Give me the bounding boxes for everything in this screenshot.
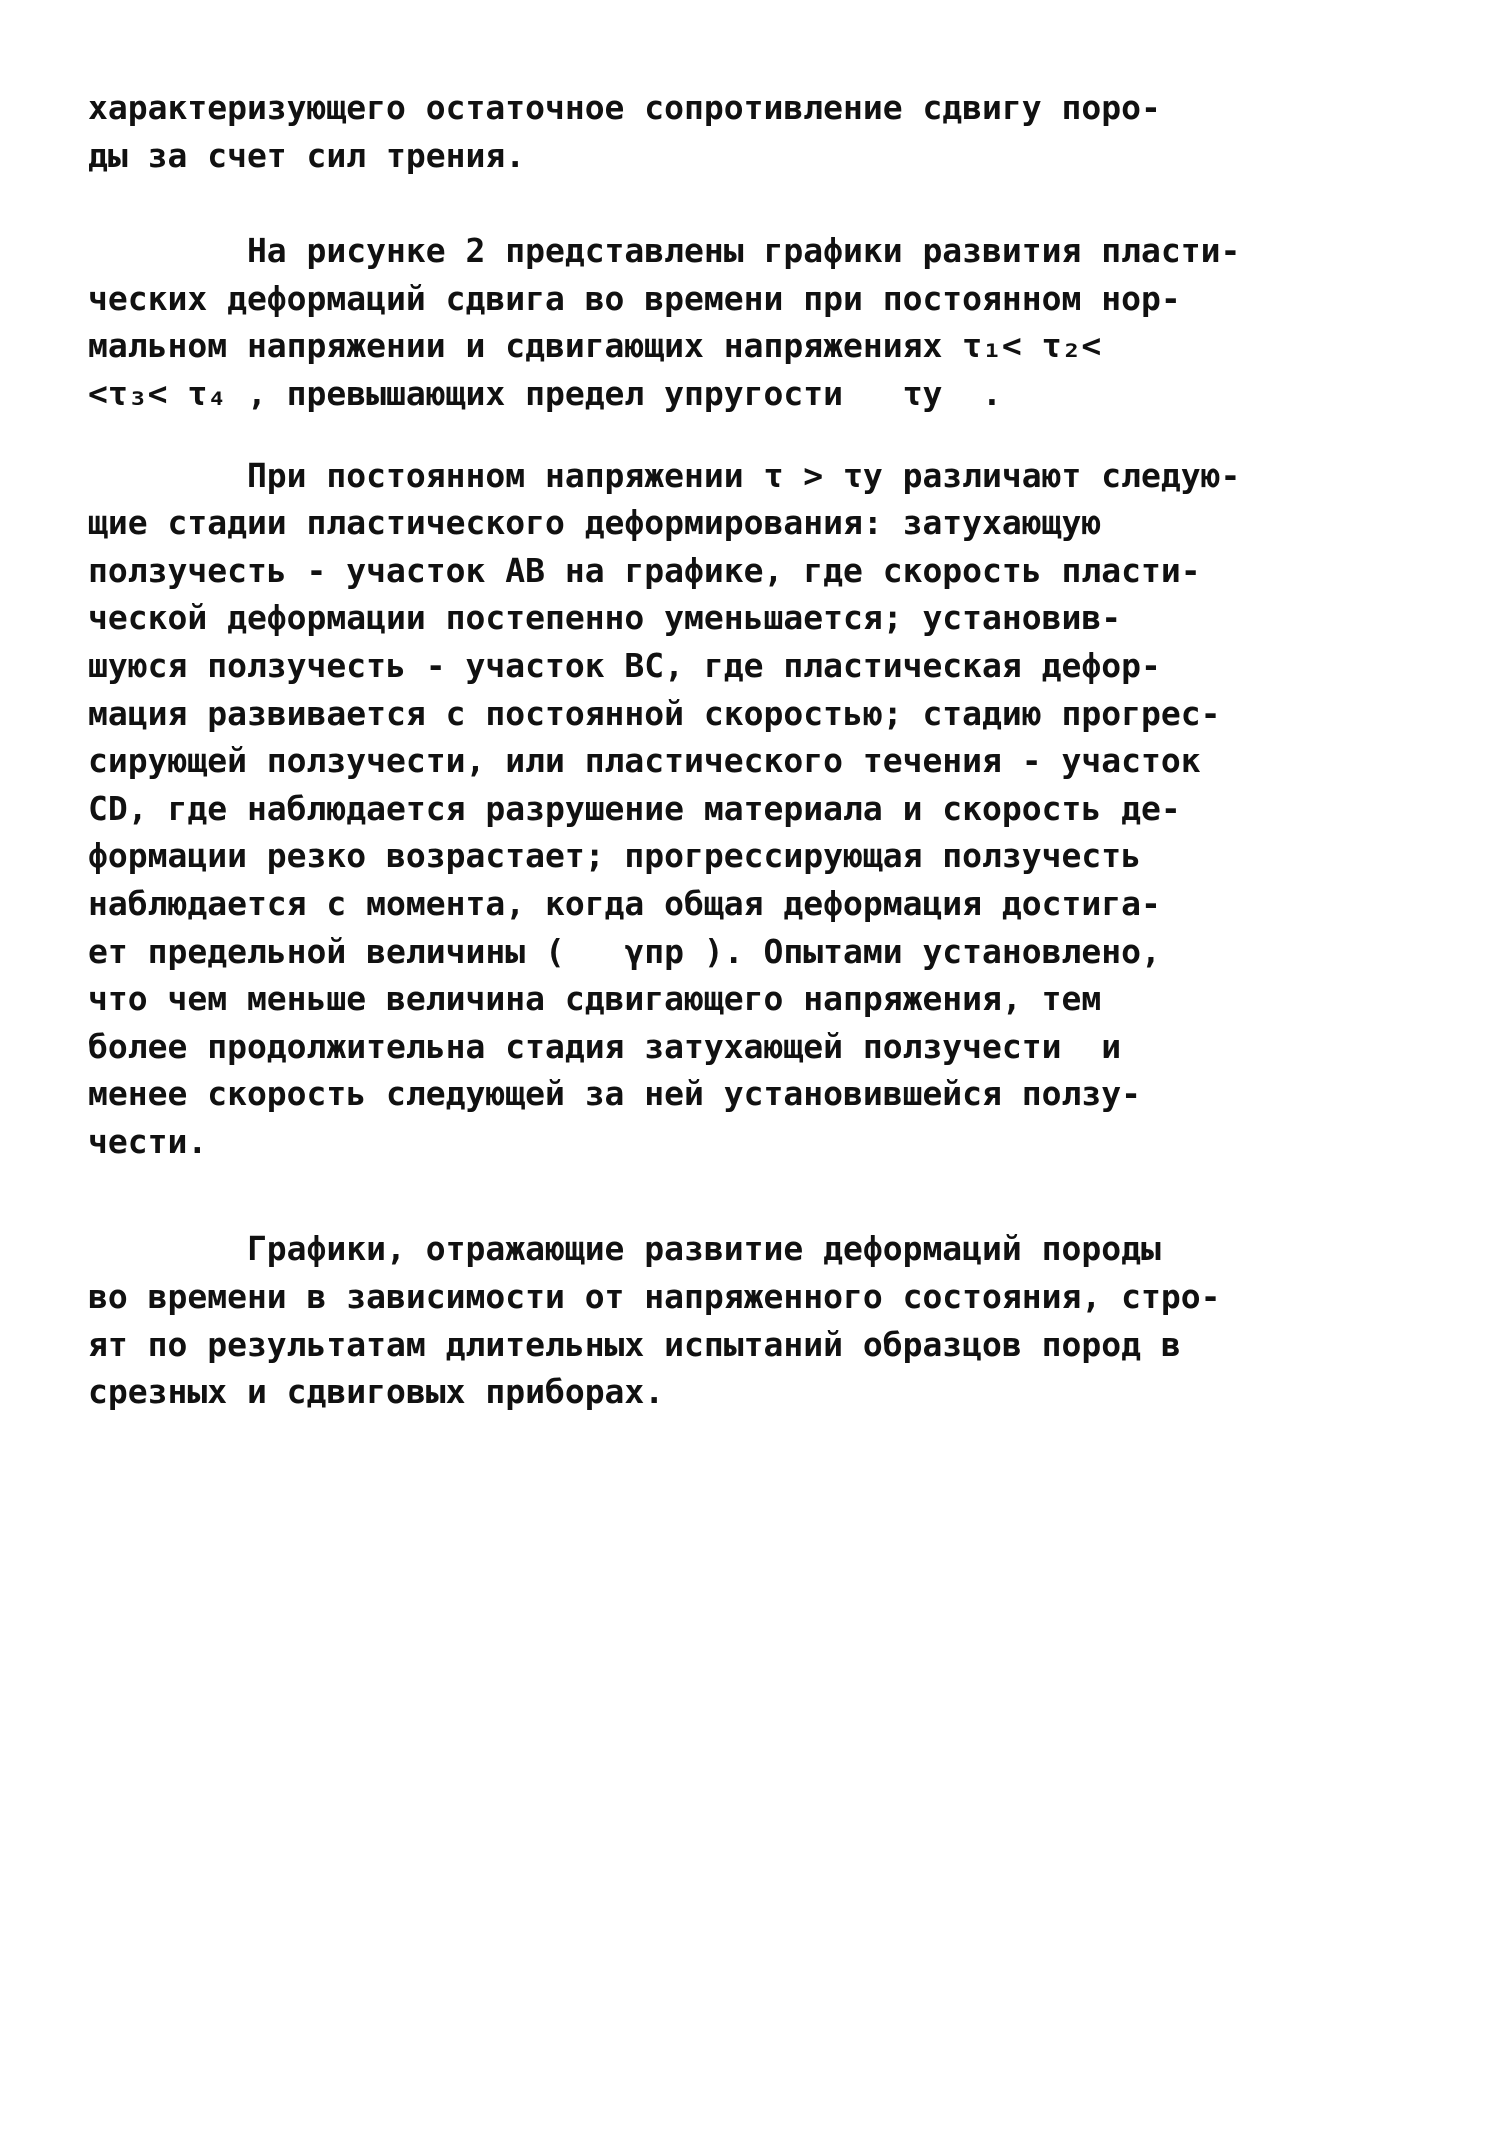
text-line: наблюдается с момента, когда общая деформация достига- — [88, 883, 1161, 923]
paragraph-3 — [88, 452, 1428, 1166]
text-line: При постоянном напряжении τ > τу различают следую- — [88, 455, 1241, 495]
text-line: шуюся ползучесть - участок ВС, где пластическая дефор- — [88, 645, 1161, 685]
document-page — [88, 84, 1428, 1416]
text-line: ческих деформаций сдвига во времени при постоянном нор- — [88, 278, 1181, 318]
text-line: мальном напряжении и сдвигающих напряжениях τ₁< τ₂< — [88, 326, 1102, 366]
text-line: мация развивается с постоянной скоростью; стадию прогрес- — [88, 693, 1221, 733]
text-line: CD, где наблюдается разрушение материала и скорость де- — [88, 788, 1181, 828]
paragraph-4 — [88, 1225, 1428, 1415]
text-line: срезных и сдвиговых приборах. — [88, 1372, 665, 1412]
text-line: ползучесть - участок АВ на графике, где скорость пласти- — [88, 550, 1201, 590]
text-line: сирующей ползучести, или пластического течения - участок — [88, 741, 1201, 781]
text-line: ды за счет сил трения. — [88, 135, 526, 175]
text-line: щие стадии пластического деформирования: затухающую — [88, 503, 1102, 543]
text-line: Графики, отражающие развитие деформаций породы — [88, 1229, 1161, 1269]
text-line: формации резко возрастает; прогрессирующая ползучесть — [88, 836, 1141, 876]
text-line: характеризующего остаточное сопротивление сдвигу поро- — [88, 88, 1161, 127]
text-line: чести. — [88, 1121, 208, 1161]
text-line: ят по результатам длительных испытаний образцов пород в — [88, 1324, 1181, 1364]
paragraph-2 — [88, 227, 1428, 417]
text-line: что чем меньше величина сдвигающего напряжения, тем — [88, 979, 1102, 1019]
text-line: менее скорость следующей за ней установившейся ползу- — [88, 1074, 1141, 1114]
text-line: во времени в зависимости от напряженного состояния, стро- — [88, 1277, 1221, 1317]
text-line: На рисунке 2 представлены графики развития пласти- — [88, 231, 1241, 271]
paragraph-1 — [88, 84, 1428, 179]
text-line: ческой деформации постепенно уменьшается; установив- — [88, 598, 1122, 638]
text-line: ет предельной величины ( γпр ). Опытами установлено, — [88, 931, 1161, 971]
text-line: более продолжительна стадия затухающей ползучести и — [88, 1026, 1122, 1066]
text-line: <τ₃< τ₄ , превышающих предел упругости τу . — [88, 373, 1002, 413]
